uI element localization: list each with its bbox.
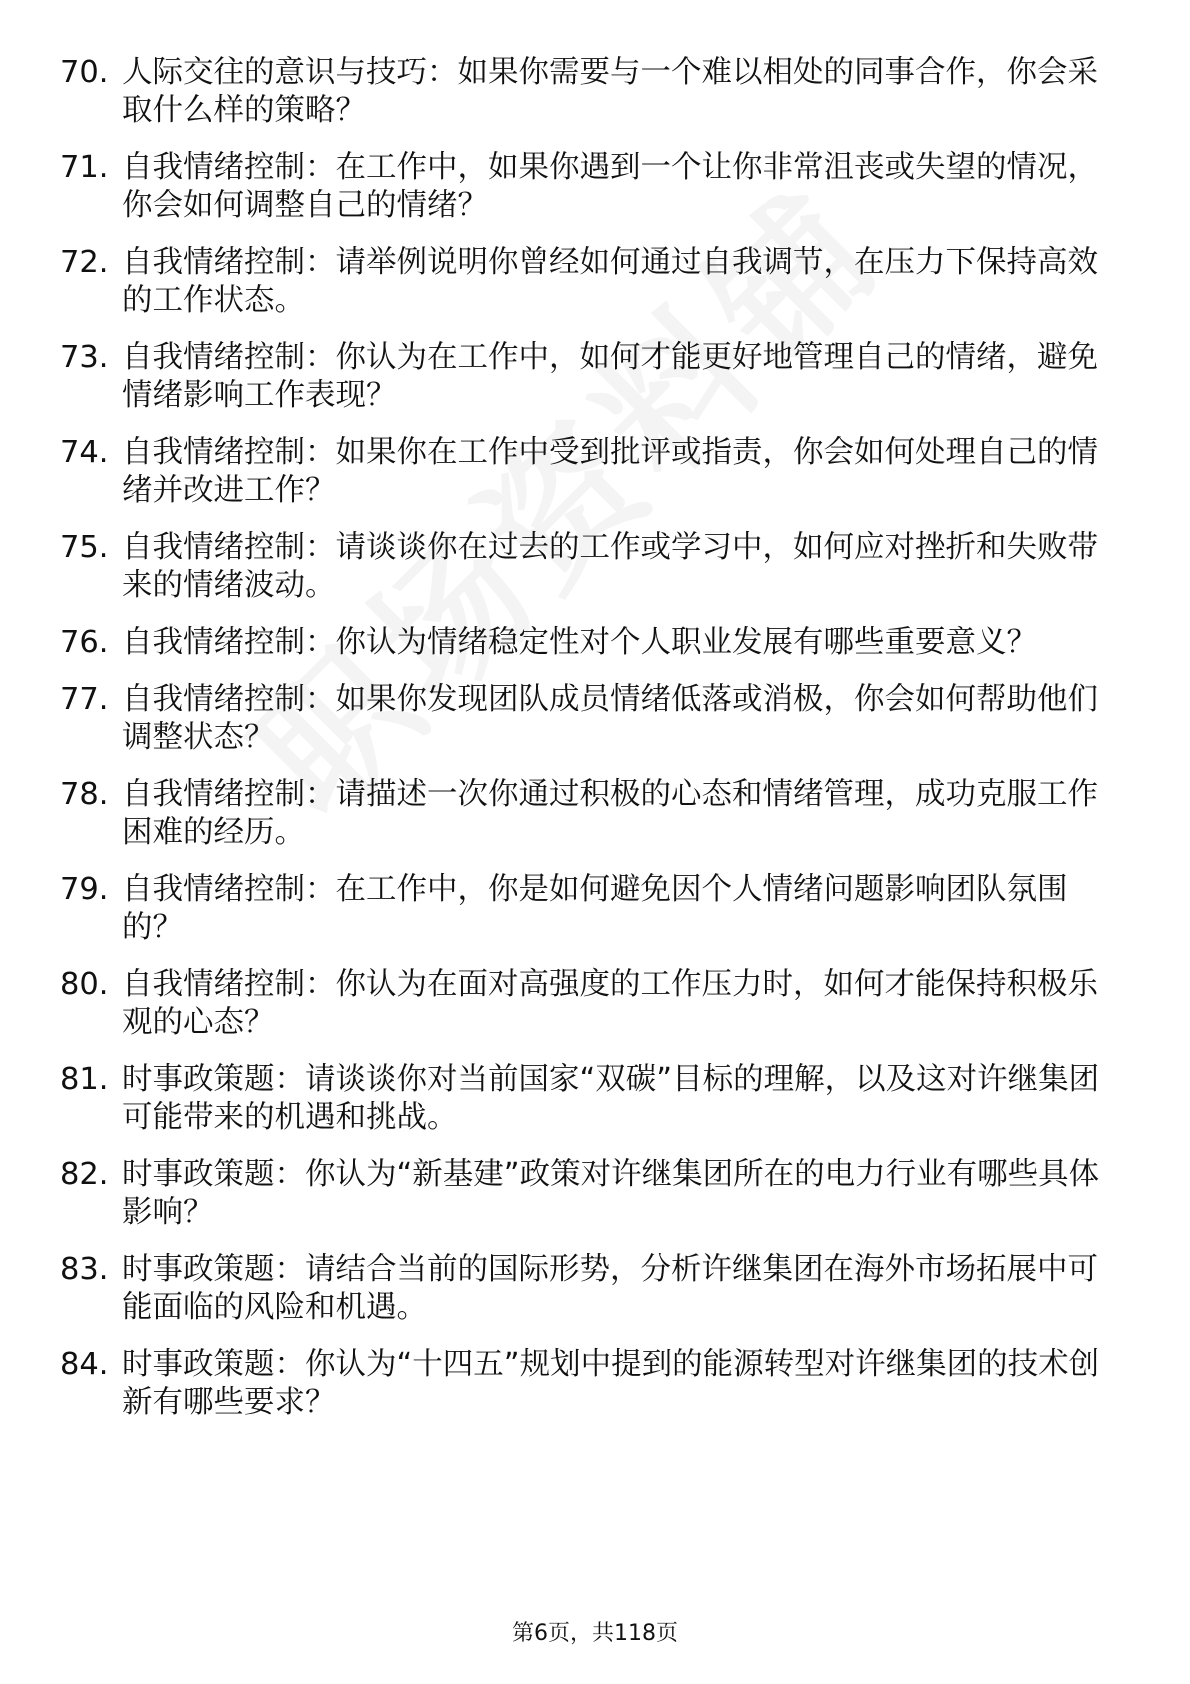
question-text: 自我情绪控制：请谈谈你在过去的工作或学习中，如何应对挫折和失败带来的情绪波动。 — [122, 530, 1098, 603]
question-number: 83. — [60, 1252, 109, 1287]
question-item-73 — [60, 339, 1120, 415]
question-number: 72. — [60, 245, 109, 280]
question-item-76 — [60, 624, 1120, 662]
question-text: 自我情绪控制：你认为情绪稳定性对个人职业发展有哪些重要意义？ — [122, 625, 1037, 660]
question-text: 自我情绪控制：在工作中，你是如何避免因个人情绪问题影响团队氛围的？ — [122, 872, 1068, 945]
question-item-75 — [60, 529, 1120, 605]
question-number: 75. — [60, 530, 109, 565]
question-text: 时事政策题：请结合当前的国际形势，分析许继集团在海外市场拓展中可能面临的风险和机遇。 — [122, 1252, 1098, 1325]
question-number: 73. — [60, 340, 109, 375]
question-text: 自我情绪控制：你认为在面对高强度的工作压力时，如何才能保持积极乐观的心态？ — [122, 967, 1098, 1040]
question-text: 时事政策题：你认为“新基建”政策对许继集团所在的电力行业有哪些具体影响？ — [122, 1157, 1100, 1230]
question-text: 自我情绪控制：你认为在工作中，如何才能更好地管理自己的情绪，避免情绪影响工作表现？ — [122, 340, 1098, 413]
question-text: 时事政策题：请谈谈你对当前国家“双碳”目标的理解，以及这对许继集团可能带来的机遇和挑战。 — [122, 1062, 1100, 1135]
question-text: 人际交往的意识与技巧：如果你需要与一个难以相处的同事合作，你会采取什么样的策略？ — [122, 55, 1098, 128]
question-text: 自我情绪控制：请举例说明你曾经如何通过自我调节，在压力下保持高效的工作状态。 — [122, 245, 1098, 318]
question-number: 77. — [60, 682, 109, 717]
question-item-72 — [60, 244, 1120, 320]
question-number: 81. — [60, 1062, 109, 1097]
question-number: 74. — [60, 435, 109, 470]
question-item-78 — [60, 776, 1120, 852]
question-text: 自我情绪控制：在工作中，如果你遇到一个让你非常沮丧或失望的情况，你会如何调整自己的情绪？ — [122, 150, 1098, 223]
question-number: 82. — [60, 1157, 109, 1192]
question-number: 78. — [60, 777, 109, 812]
question-item-71 — [60, 149, 1120, 225]
question-number: 76. — [60, 625, 109, 660]
question-number: 80. — [60, 967, 109, 1002]
page-footer: 第6页，共118页 — [512, 1621, 678, 1646]
question-text: 自我情绪控制：请描述一次你通过积极的心态和情绪管理，成功克服工作困难的经历。 — [122, 777, 1098, 850]
question-item-82 — [60, 1156, 1120, 1232]
question-item-81 — [60, 1061, 1120, 1137]
question-item-84 — [60, 1346, 1120, 1422]
question-number: 70. — [60, 55, 109, 90]
question-text: 时事政策题：你认为“十四五”规划中提到的能源转型对许继集团的技术创新有哪些要求？ — [122, 1347, 1100, 1420]
question-text: 自我情绪控制：如果你在工作中受到批评或指责，你会如何处理自己的情绪并改进工作？ — [122, 435, 1098, 508]
question-list — [60, 54, 1120, 1441]
question-number: 79. — [60, 872, 109, 907]
question-number: 71. — [60, 150, 109, 185]
question-item-79 — [60, 871, 1120, 947]
question-text: 自我情绪控制：如果你发现团队成员情绪低落或消极，你会如何帮助他们调整状态？ — [122, 682, 1098, 755]
question-item-70 — [60, 54, 1120, 130]
question-number: 84. — [60, 1347, 109, 1382]
question-item-77 — [60, 681, 1120, 757]
question-item-83 — [60, 1251, 1120, 1327]
question-item-74 — [60, 434, 1120, 510]
question-item-80 — [60, 966, 1120, 1042]
